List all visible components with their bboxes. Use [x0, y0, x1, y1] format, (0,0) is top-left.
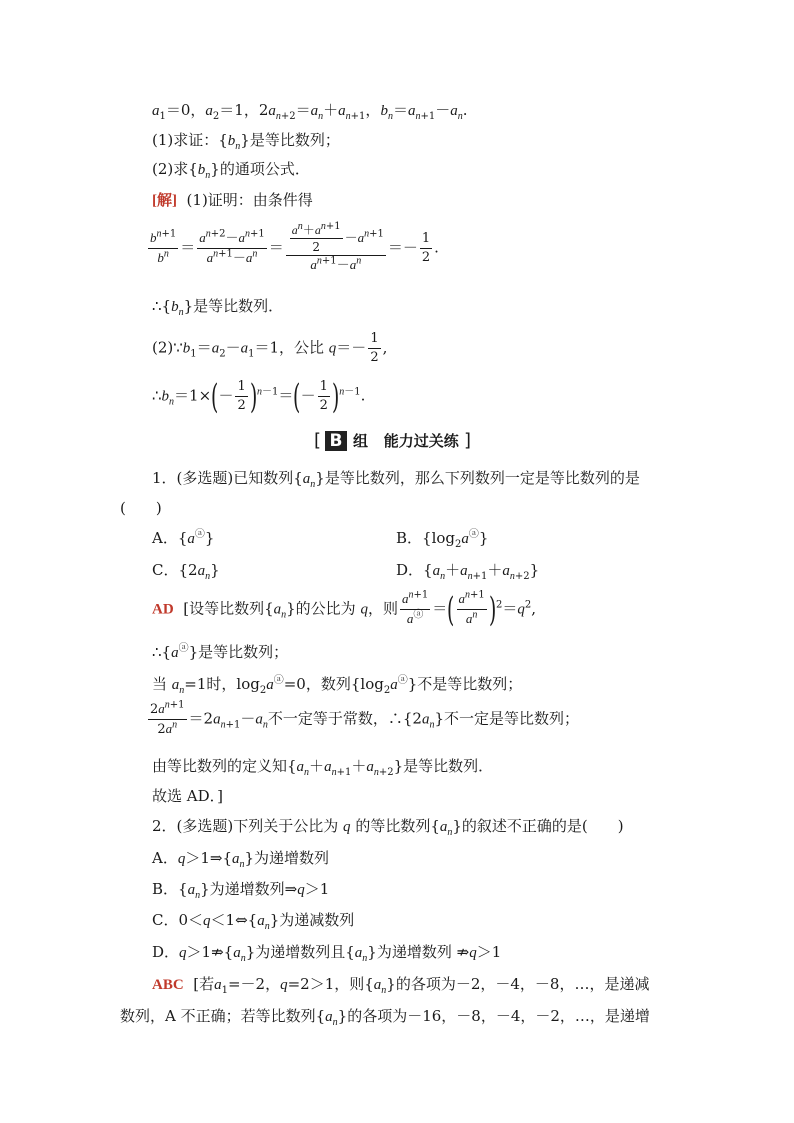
q1-blank: ( )	[120, 499, 162, 517]
q1-option-b: B．$\{\log_2a^ⓐ\}$	[396, 529, 489, 550]
q2-solution-line1: ABC [若$a_1=-2$，q=2＞1，则$\{a_n\}$的各项为－2，－4，－8，…，是递减	[152, 975, 650, 996]
intro-conditions: $a_1=0$，$a_2=1$，$2a_{n+2}=a_n+a_{n+1}$，$b_n=a_{n+1}-a_n$.	[152, 101, 468, 122]
q1-stem: 1．(多选题)已知数列$\{a_n\}$是等比数列，那么下列数列一定是等比数列的是	[152, 469, 640, 490]
solution-intro: [解] (1)证明：由条件得	[152, 191, 313, 209]
q2-answer: ABC	[152, 977, 184, 993]
solution-tag: [解]	[152, 193, 177, 209]
q1-answer: AD	[152, 601, 174, 618]
part2-prompt: (2)求$\{b_n\}$的通项公式．	[152, 160, 310, 181]
q1-solution-line6: 故选 AD．]	[152, 787, 223, 805]
q1-solution-line4: $\frac{2a^{n+1}}{2a^n}$ $=2a_{n+1}-a_n$不一定等于常数，$\therefore\{2a_n\}$不一定是等比数列；	[150, 699, 579, 737]
q2-option-c: C．$0<q<1\Leftrightarrow\{a_n\}$为递减数列	[152, 911, 355, 932]
conclusion-1: $\therefore\{b_n\}$是等比数列．	[152, 297, 284, 318]
q1-solution-line3: 当 $a_n=1$时，$\log_2a^ⓐ=0$，数列$\{\log_2a^ⓐ\}$不是等比数列；	[152, 675, 523, 696]
q2-option-d: D．$q>1⇏\{a_n\}$为递增数列且$\{a_n\}$为递增数列 ⇏q＞1	[152, 943, 502, 964]
part2-solution: $(2)\because b_1=a_2-a_1=1$，公比 q＝－ $\frac{1}{2}$ ,	[152, 331, 388, 365]
q1-option-d: D．$\{a_n+a_{n+1}+a_{n+2}\}$	[396, 561, 540, 582]
q1-solution-line2: ∴{aⓐ}是等比数列；	[152, 643, 289, 661]
q2-option-a: A．$q>1\Rightarrow\{a_n\}$为递增数列	[152, 849, 330, 870]
q1-solution-line1: AD [设等比数列$\{a_n\}$的公比为 q，则 $\frac{a^{n+1}}{a^ⓐ}$ ＝( $\frac{a^{n+1}}{a^n}$ )$^2=q^2$,	[152, 589, 537, 630]
part1-prompt: (1)求证：$\{b_n\}$是等比数列；	[152, 131, 340, 152]
q2-stem: 2．(多选题)下列关于公比为 q 的等比数列$\{a_n\}$的叙述不正确的是( )	[152, 817, 624, 838]
bn-formula: $\therefore b_n=1\times(-$ $\frac{1}{2}$ )$^{n-1}$＝(－ $\frac{1}{2}$ )$^{n-1}$.	[152, 376, 366, 417]
ratio-equation: $\frac{b^{n+1}}{b^n}$ ＝ $\frac{a^{n+2}-a^{n+1}}{a^{n+1}-a^n}$ ＝ $\frac{a^n+a^{n+1}}{2}$ $-a^{n+1}$ $a^{n+1}-a^n$ ＝－ $\frac{1}{2}$ .	[150, 221, 439, 273]
q1-option-c: C．$\{2a_n\}$	[152, 561, 220, 582]
q2-option-b: B．$\{a_n\}$为递增数列⇒q＞1	[152, 880, 330, 901]
q1-option-a: A．{aⓐ}	[152, 529, 215, 547]
q1-solution-line5: 由等比数列的定义知$\{a_n+a_{n+1}+a_{n+2}\}$是等比数列．	[152, 757, 494, 778]
section-header: [ B 组 能力过关练 ]	[314, 430, 471, 451]
q2-solution-line2: 数列，A 不正确；若等比数列$\{a_n\}$的各项为－16，－8，－4，－2，…，是递增	[120, 1007, 650, 1028]
group-b-badge: B	[325, 431, 347, 451]
